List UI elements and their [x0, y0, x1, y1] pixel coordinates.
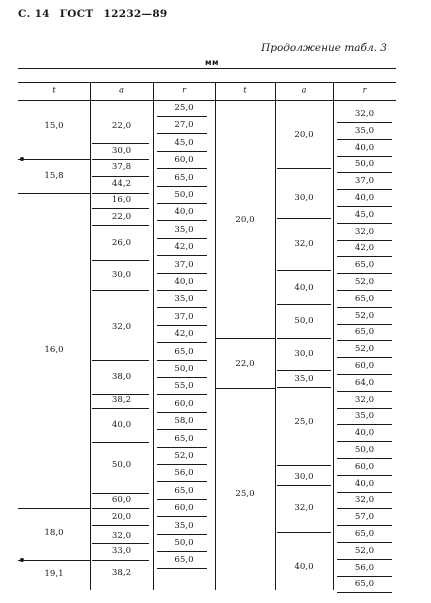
left-a-rule	[92, 543, 149, 544]
right-r-cell: 65,0	[354, 579, 375, 590]
right-r-cell: 32,0	[354, 109, 375, 119]
left-r-cell: 65,0	[174, 433, 194, 444]
table-top-rule	[18, 68, 396, 69]
right-r-rule	[337, 172, 392, 173]
left-t-cell: 16,0	[44, 345, 64, 355]
left-a-cell: 60,0	[111, 495, 132, 505]
left-t-rule	[18, 508, 90, 509]
left-t-cell: 19,1	[44, 569, 64, 579]
left-a-rule	[92, 290, 149, 291]
left-r-cell: 60,0	[174, 503, 194, 514]
margin-mark	[20, 558, 24, 562]
left-a-cell: 22,0	[111, 212, 132, 222]
right-r-cell: 65,0	[354, 293, 375, 304]
right-r-cell: 37,0	[354, 176, 375, 187]
left-r-rule	[157, 307, 207, 308]
left-r-cell: 37,0	[174, 259, 194, 270]
right-t-rule	[215, 338, 275, 339]
right-a-cell: 40,0	[294, 562, 314, 572]
gost-number: 12232—89	[103, 8, 168, 20]
left-r-rule	[157, 342, 207, 343]
left-r-rule	[157, 499, 207, 500]
left-a-cell: 32,0	[111, 531, 132, 541]
left-r-rule	[157, 255, 207, 256]
right-r-cell: 52,0	[354, 344, 375, 355]
right-r-rule	[337, 139, 392, 140]
right-r-cell: 32,0	[354, 495, 375, 506]
left-r-rule	[157, 412, 207, 413]
left-t-cell: 18,0	[44, 528, 64, 538]
left-r-cell: 65,0	[174, 172, 194, 183]
column-divider	[275, 82, 276, 590]
column-header-a-1: a	[119, 85, 124, 95]
right-r-rule	[337, 189, 392, 190]
right-r-cell: 52,0	[354, 277, 375, 287]
right-a-cell: 35,0	[294, 374, 314, 384]
right-r-rule	[337, 156, 392, 157]
left-t-rule	[18, 560, 90, 561]
left-r-rule	[157, 481, 207, 482]
left-r-rule	[157, 116, 207, 117]
column-header-r-2: r	[182, 85, 186, 95]
left-r-rule	[157, 151, 207, 152]
right-r-rule	[337, 525, 392, 526]
right-r-cell: 32,0	[354, 226, 375, 237]
left-a-rule	[92, 143, 149, 144]
right-a-rule	[277, 168, 331, 169]
left-a-cell: 38,2	[111, 395, 132, 405]
left-a-cell: 20,0	[111, 512, 132, 522]
left-r-rule	[157, 133, 207, 134]
left-r-cell: 25,0	[174, 103, 194, 113]
right-r-cell: 65,0	[354, 529, 375, 539]
left-r-cell: 55,0	[174, 381, 194, 392]
right-r-rule	[337, 391, 392, 392]
left-r-rule	[157, 290, 207, 291]
right-r-rule	[337, 240, 392, 241]
right-r-rule	[337, 475, 392, 476]
right-r-rule	[337, 290, 392, 291]
left-r-rule	[157, 429, 207, 430]
right-r-cell: 35,0	[354, 125, 375, 136]
right-r-cell: 40,0	[354, 142, 375, 153]
right-r-rule	[337, 256, 392, 257]
left-a-cell: 26,0	[111, 238, 132, 248]
left-a-cell: 50,0	[111, 460, 132, 470]
right-r-cell: 50,0	[354, 159, 375, 170]
right-r-rule	[337, 340, 392, 341]
right-t-cell: 25,0	[235, 489, 255, 499]
left-r-rule	[157, 464, 207, 465]
left-a-cell: 44,2	[111, 179, 132, 189]
left-r-cell: 50,0	[174, 190, 194, 200]
left-r-cell: 56,0	[174, 468, 194, 479]
right-r-cell: 50,0	[354, 445, 375, 455]
right-r-cell: 45,0	[354, 209, 375, 220]
left-t-rule	[18, 193, 90, 194]
left-r-cell: 45,0	[174, 137, 194, 148]
page-number: С. 14	[18, 8, 50, 20]
column-divider	[215, 82, 216, 590]
left-a-cell: 32,0	[111, 322, 132, 332]
column-divider	[90, 82, 91, 590]
header-bottom-rule	[18, 100, 396, 101]
right-r-cell: 56,0	[354, 562, 375, 573]
left-r-cell: 42,0	[174, 242, 194, 253]
right-a-cell: 30,0	[294, 193, 314, 203]
right-a-rule	[277, 370, 331, 371]
right-a-cell: 32,0	[294, 503, 314, 513]
left-r-rule	[157, 394, 207, 395]
right-t-cell: 22,0	[235, 359, 255, 369]
left-a-cell: 16,0	[111, 195, 132, 205]
left-r-cell: 35,0	[174, 520, 194, 531]
left-a-cell: 38,0	[111, 372, 132, 382]
left-r-cell: 65,0	[174, 346, 194, 357]
left-t-cell: 15,0	[44, 121, 64, 131]
left-r-rule	[157, 168, 207, 169]
right-r-cell: 57,0	[354, 512, 375, 523]
left-a-rule	[92, 408, 149, 409]
left-r-cell: 40,0	[174, 277, 194, 287]
left-r-rule	[157, 220, 207, 221]
right-a-rule	[277, 218, 331, 219]
table-continuation-caption: Продолжение табл. 3	[261, 42, 387, 54]
column-header-r-5: r	[362, 85, 367, 95]
column-header-a-4: a	[301, 85, 307, 95]
left-r-cell: 65,0	[174, 485, 194, 496]
left-r-cell: 52,0	[174, 451, 194, 461]
left-r-cell: 50,0	[174, 364, 194, 374]
left-r-rule	[157, 377, 207, 378]
left-a-cell: 37,8	[111, 162, 132, 172]
right-r-rule	[337, 324, 392, 325]
right-r-cell: 60,0	[354, 461, 375, 472]
left-a-cell: 38,2	[111, 568, 132, 578]
left-r-rule	[157, 568, 207, 569]
left-a-rule	[92, 560, 149, 561]
column-header-t-3: t	[243, 85, 247, 95]
right-r-cell: 40,0	[354, 478, 375, 489]
left-a-cell: 22,0	[111, 121, 132, 131]
header-unit-rule	[18, 82, 396, 83]
left-a-cell: 30,0	[111, 146, 132, 156]
right-a-cell: 40,0	[294, 283, 314, 293]
right-a-cell: 20,0	[294, 130, 314, 140]
right-a-cell: 30,0	[294, 349, 314, 359]
right-a-rule	[277, 465, 331, 466]
unit-label: мм	[205, 58, 220, 67]
right-r-rule	[337, 492, 392, 493]
column-divider	[153, 82, 154, 590]
left-a-rule	[92, 193, 149, 194]
left-a-rule	[92, 493, 149, 494]
right-r-cell: 60,0	[354, 361, 375, 371]
left-r-cell: 65,0	[174, 555, 194, 566]
left-a-rule	[92, 225, 149, 226]
left-a-rule	[92, 508, 149, 509]
right-r-rule	[337, 559, 392, 560]
column-header-t-0: t	[52, 85, 56, 95]
left-a-cell: 30,0	[111, 270, 132, 280]
left-t-cell: 15,8	[44, 171, 64, 181]
right-r-cell: 52,0	[354, 310, 375, 321]
right-r-rule	[337, 576, 392, 577]
left-a-rule	[92, 159, 149, 160]
left-r-rule	[157, 186, 207, 187]
right-a-cell: 50,0	[294, 316, 314, 326]
right-a-cell: 32,0	[294, 239, 314, 249]
right-r-rule	[337, 542, 392, 543]
left-a-rule	[92, 260, 149, 261]
right-a-rule	[277, 387, 331, 388]
left-a-rule	[92, 525, 149, 526]
left-a-cell: 33,0	[111, 546, 132, 556]
right-r-rule	[337, 122, 392, 123]
right-r-rule	[337, 408, 392, 409]
left-r-rule	[157, 203, 207, 204]
left-r-rule	[157, 551, 207, 552]
right-r-cell: 52,0	[354, 545, 375, 556]
right-r-cell: 64,0	[354, 377, 375, 388]
left-r-cell: 35,0	[174, 294, 194, 305]
left-r-cell: 40,0	[174, 207, 194, 218]
right-a-cell: 25,0	[294, 417, 314, 427]
left-a-rule	[92, 176, 149, 177]
left-r-cell: 50,0	[174, 538, 194, 548]
left-r-rule	[157, 238, 207, 239]
left-r-rule	[157, 325, 207, 326]
right-a-rule	[277, 485, 331, 486]
right-r-rule	[337, 223, 392, 224]
left-r-cell: 42,0	[174, 329, 194, 340]
right-r-rule	[337, 307, 392, 308]
left-r-rule	[157, 534, 207, 535]
right-r-rule	[337, 458, 392, 459]
right-r-rule	[337, 441, 392, 442]
right-r-rule	[337, 357, 392, 358]
right-a-rule	[277, 532, 331, 533]
right-a-rule	[277, 270, 331, 271]
left-r-rule	[157, 360, 207, 361]
right-a-rule	[277, 304, 331, 305]
right-r-rule	[337, 206, 392, 207]
left-t-rule	[18, 159, 90, 160]
left-a-rule	[92, 442, 149, 443]
left-r-cell: 27,0	[174, 120, 194, 131]
left-r-rule	[157, 516, 207, 517]
left-r-rule	[157, 447, 207, 448]
left-r-cell: 37,0	[174, 311, 194, 322]
right-r-cell: 40,0	[354, 428, 375, 439]
left-r-rule	[157, 273, 207, 274]
right-r-cell: 65,0	[354, 327, 375, 338]
right-t-rule	[215, 388, 275, 389]
right-r-rule	[337, 508, 392, 509]
right-r-rule	[337, 374, 392, 375]
left-a-rule	[92, 360, 149, 361]
left-r-cell: 58,0	[174, 416, 194, 427]
right-r-rule	[337, 592, 392, 593]
right-r-cell: 35,0	[354, 411, 375, 422]
right-r-cell: 65,0	[354, 260, 375, 271]
gost-label: ГОСТ	[59, 8, 94, 20]
right-a-cell: 30,0	[294, 472, 314, 482]
right-r-cell: 32,0	[354, 394, 375, 405]
right-r-cell: 42,0	[354, 243, 375, 254]
right-a-rule	[277, 338, 331, 339]
left-r-cell: 60,0	[174, 155, 194, 166]
right-r-rule	[337, 273, 392, 274]
right-r-rule	[337, 424, 392, 425]
margin-mark	[20, 157, 24, 161]
right-t-cell: 20,0	[235, 215, 255, 225]
left-r-cell: 35,0	[174, 224, 194, 235]
left-a-rule	[92, 208, 149, 209]
left-r-cell: 60,0	[174, 398, 194, 409]
column-divider	[333, 82, 334, 590]
left-a-cell: 40,0	[111, 420, 132, 430]
right-r-cell: 40,0	[354, 193, 375, 203]
